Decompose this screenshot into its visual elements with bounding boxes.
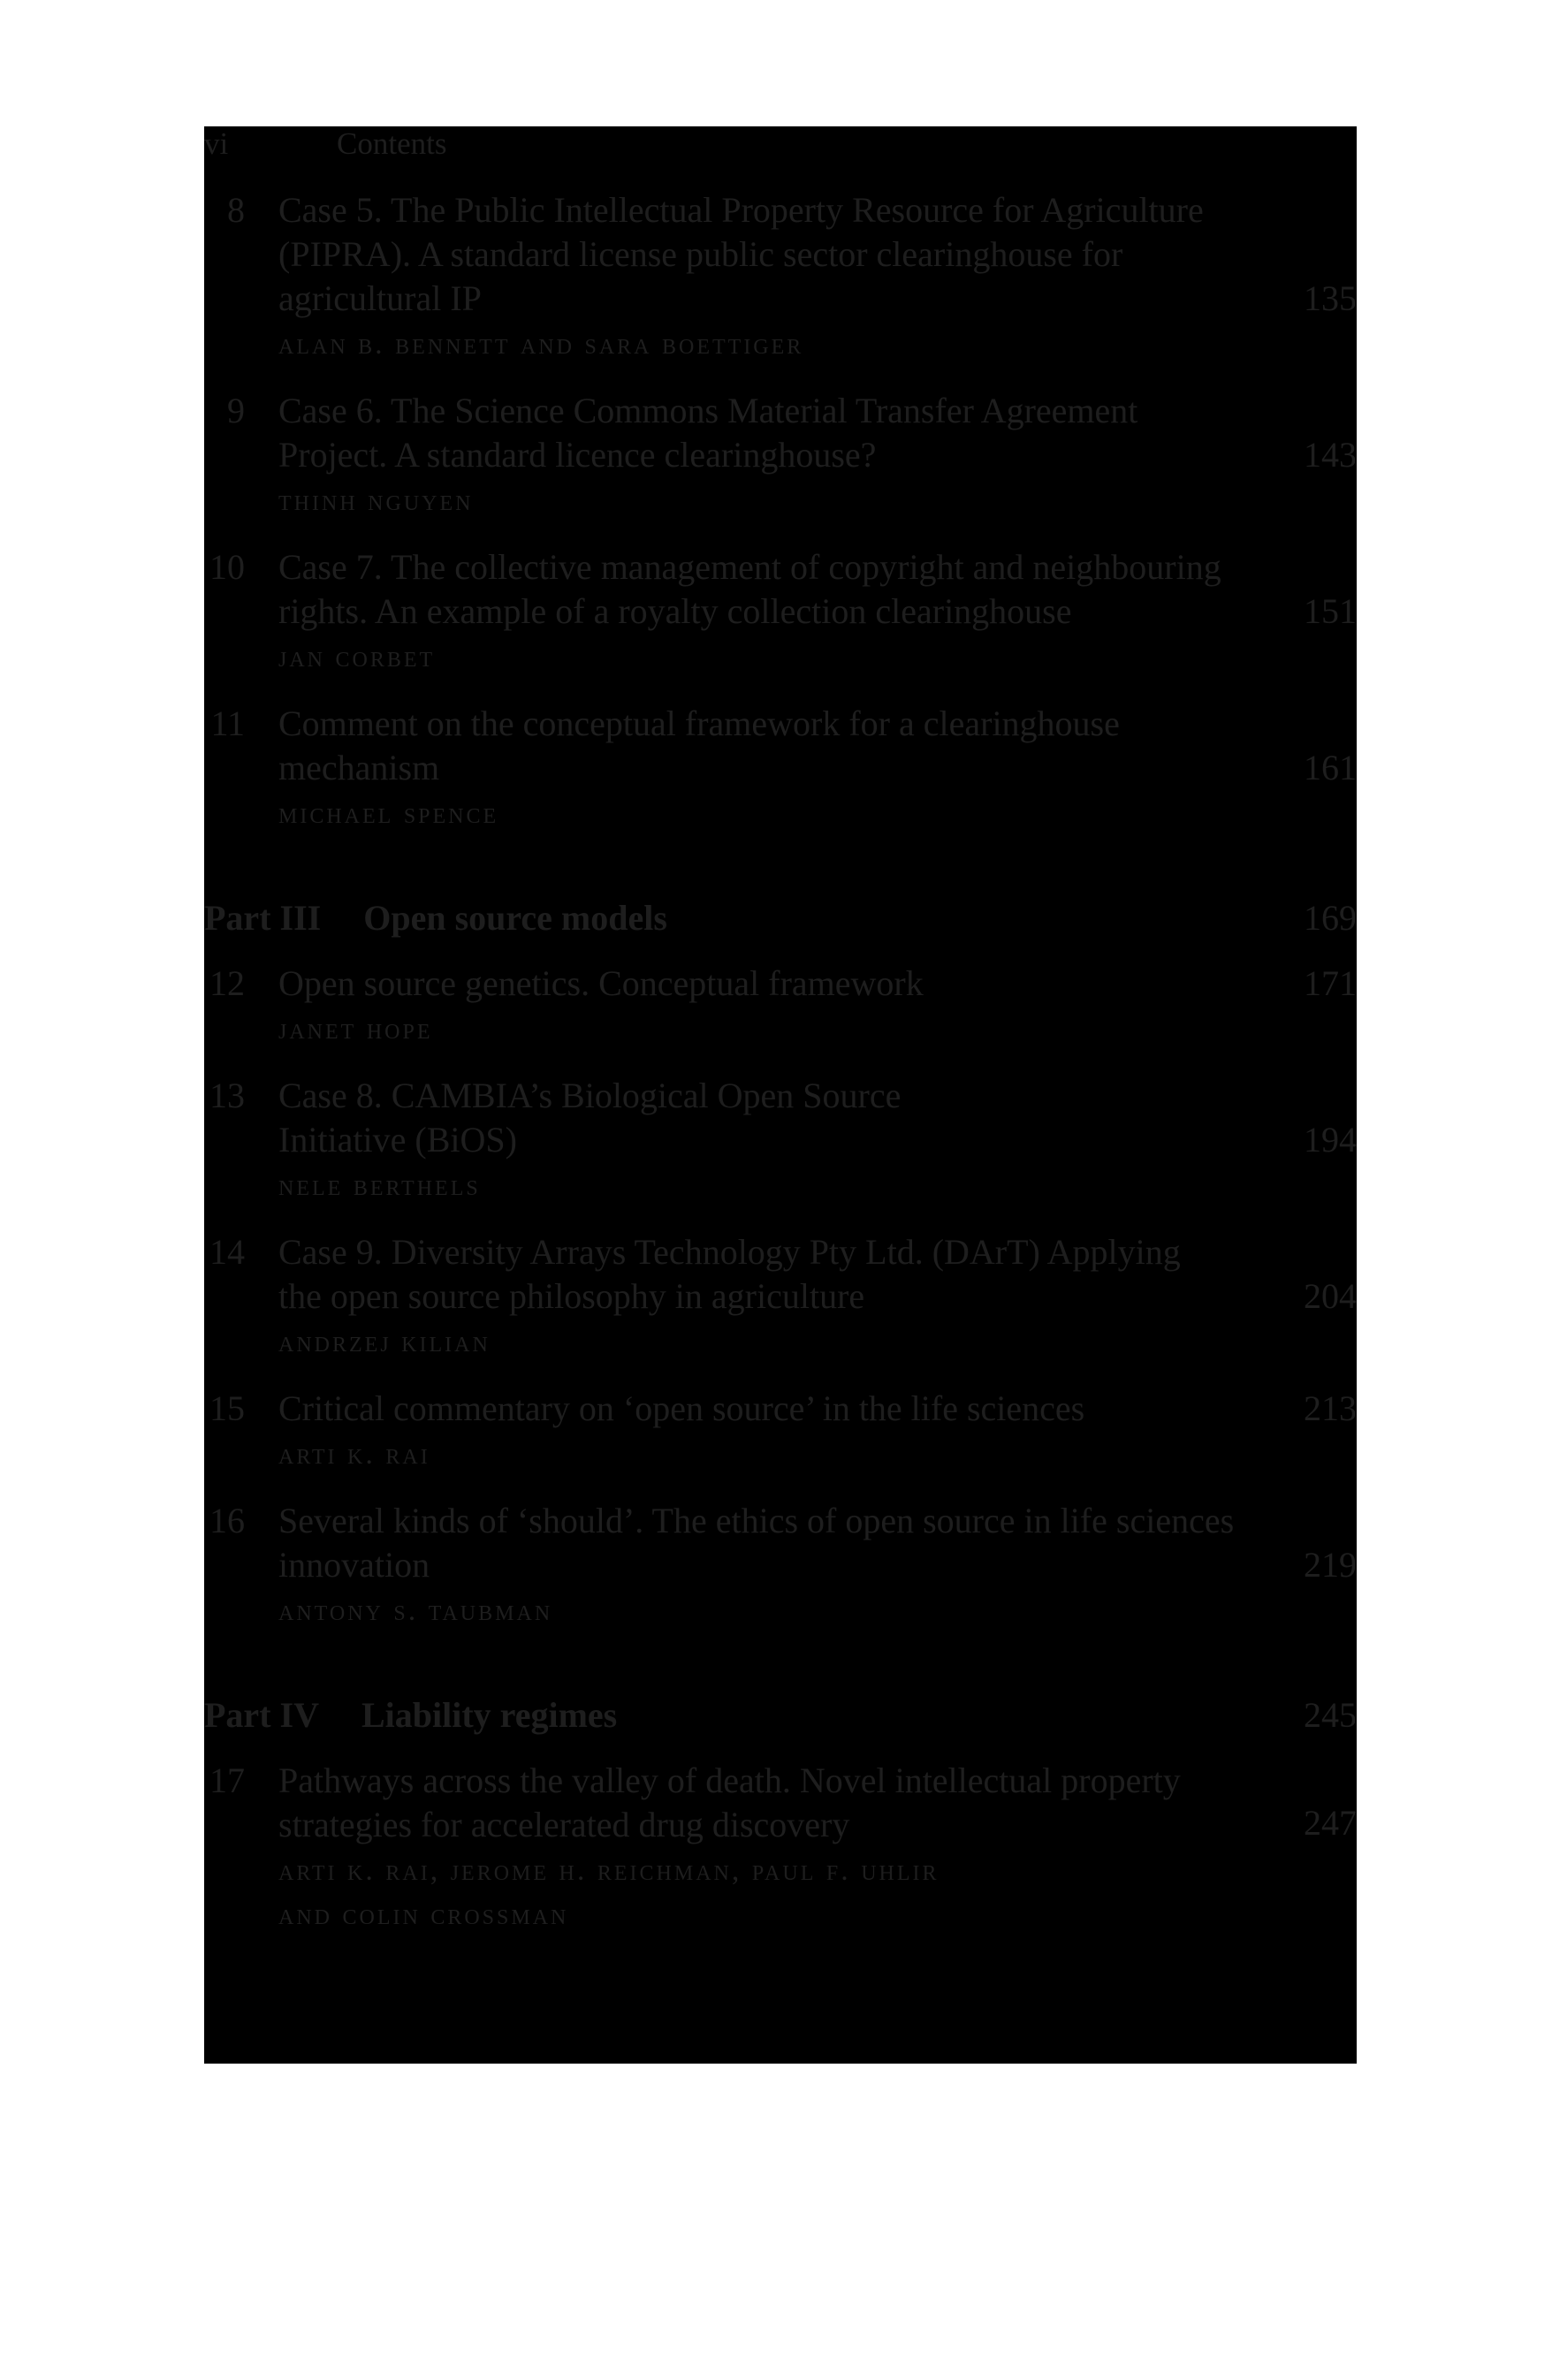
page-number: 204 [1304, 1276, 1357, 1316]
toc-entry [204, 389, 1357, 523]
page-folio: vi [204, 126, 229, 161]
chapter-authors: nele berthels [278, 1169, 481, 1202]
chapter-authors: andrzej kilian [278, 1326, 491, 1358]
part-heading [204, 1693, 1357, 1737]
toc-entry [204, 962, 1357, 1052]
part-label: Part III [204, 898, 322, 938]
page-number: 171 [1304, 963, 1357, 1003]
page-block [204, 126, 1357, 2064]
chapter-title: Open source genetics. Conceptual framework [278, 963, 924, 1003]
chapter-number: 10 [209, 547, 245, 587]
chapter-title: Case 6. The Science Commons Material Transfer Agreement Project. A standard licence clearinghouse? [278, 391, 1138, 475]
chapter-title: Several kinds of ‘should’. The ethics of open source in life sciences innovation [278, 1501, 1235, 1585]
toc-entry [204, 1387, 1357, 1477]
chapter-title: Case 5. The Public Intellectual Property Resource for Agriculture (PIPRA). A standard license public sector clearinghouse for agricultural IP [278, 190, 1204, 318]
chapter-authors: arti k. rai, jerome h. reichman, paul f. uhlir and colin crossman [278, 1854, 940, 1931]
page-number: 245 [1304, 1695, 1357, 1735]
chapter-title: Case 9. Diversity Arrays Technology Pty Ltd. (DArT) Applying the open source philosophy in agriculture [278, 1232, 1181, 1316]
table-of-contents [204, 188, 1357, 1937]
toc-entry [204, 1074, 1357, 1208]
chapter-number: 16 [209, 1501, 245, 1540]
chapter-authors: alan b. bennett and sara boettiger [278, 328, 804, 361]
toc-entry [204, 1759, 1357, 1937]
chapter-number: 12 [209, 963, 245, 1003]
toc-entry [204, 545, 1357, 680]
chapter-title: Critical commentary on ‘open source’ in the life sciences [278, 1388, 1085, 1428]
page-number: 247 [1304, 1803, 1357, 1843]
page-number: 194 [1304, 1120, 1357, 1160]
chapter-number: 9 [227, 391, 245, 430]
toc-entry [204, 702, 1357, 836]
chapter-authors: michael spence [278, 797, 499, 830]
chapter-authors: janet hope [278, 1013, 433, 1046]
chapter-authors: antony s. taubman [278, 1594, 553, 1627]
chapter-number: 14 [209, 1232, 245, 1272]
chapter-authors: arti k. rai [278, 1438, 430, 1471]
toc-entry [204, 1499, 1357, 1633]
part-title: Liability regimes [361, 1695, 618, 1735]
page-number: 213 [1304, 1388, 1357, 1428]
part-title: Open source models [363, 898, 667, 938]
chapter-number: 15 [209, 1388, 245, 1428]
chapter-number: 11 [210, 703, 245, 743]
page-number: 161 [1304, 748, 1357, 787]
page-number: 151 [1304, 591, 1357, 631]
page-number: 143 [1304, 435, 1357, 475]
chapter-title: Case 8. CAMBIA’s Biological Open Source Initiative (BiOS) [278, 1076, 902, 1160]
page-number: 219 [1304, 1545, 1357, 1585]
chapter-number: 13 [209, 1076, 245, 1115]
toc-entry [204, 1230, 1357, 1365]
toc-entry [204, 188, 1357, 367]
page-number: 135 [1304, 278, 1357, 318]
chapter-number: 17 [209, 1760, 245, 1800]
part-label: Part IV [204, 1695, 319, 1735]
chapter-title: Comment on the conceptual framework for a clearinghouse mechanism [278, 703, 1120, 787]
chapter-authors: jan corbet [278, 641, 436, 673]
page-number: 169 [1304, 898, 1357, 938]
chapter-title: Case 7. The collective management of copyright and neighbouring rights. An example of a royalty collection clearinghouse [278, 547, 1221, 631]
chapter-title: Pathways across the valley of death. Novel intellectual property strategies for accelerated drug discovery [278, 1760, 1181, 1844]
chapter-number: 8 [227, 190, 245, 230]
chapter-authors: thinh nguyen [278, 484, 474, 517]
part-heading [204, 896, 1357, 940]
running-head-title: Contents [337, 126, 447, 161]
